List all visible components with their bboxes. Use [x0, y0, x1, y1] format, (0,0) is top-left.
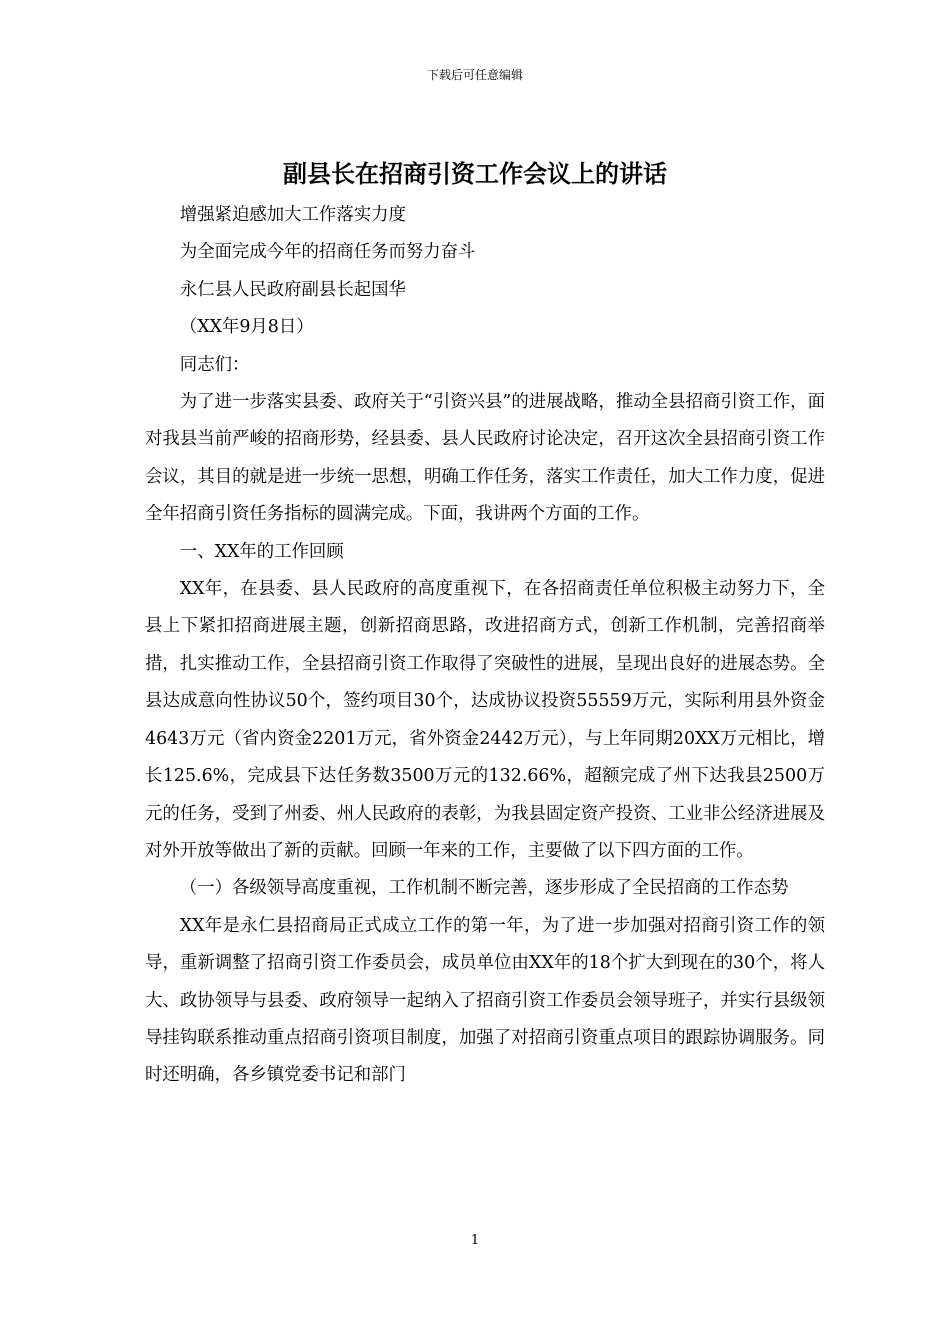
subsection-heading-1: （一）各级领导高度重视，工作机制不断完善，逐步形成了全民招商的工作态势 [179, 878, 789, 899]
paragraph-subsection-1: XX年是永仁县招商局正式成立工作的第一年，为了进一步加强对招商引资工作的领导，重新调整了招商引资工作委员会，成员单位由XX年的18个扩大到现在的30个，将人大、政协领导与县委、政府领导一起纳入了招商引资工作委员会领导班子，并实行县级领导挂钩联系推动重点招商引资项目制度，加强了对招商引资重点项目的跟踪协调服务。同时还明确，各乡镇党委书记和部门 [145, 915, 825, 1086]
subtitle-line-2: 为全面完成今年的招商任务而努力奋斗 [179, 242, 476, 263]
subtitle-line-1: 增强紧迫感加大工作落实力度 [179, 205, 406, 225]
document-title: 副县长在招商引资工作会议上的讲话 [283, 159, 667, 188]
salutation: 同志们： [179, 354, 250, 375]
speaker-line: 永仁县人民政府副县长起国华 [179, 279, 406, 300]
page-header-note: 下载后可任意编辑 [426, 68, 523, 82]
date-line: （XX年9月8日） [179, 317, 314, 338]
section-heading-1: 一、XX年的工作回顾 [179, 541, 344, 562]
paragraph-review: XX年，在县委、县人民政府的高度重视下，在各招商责任单位积极主动努力下，全县上下紧扣招商进展主题，创新招商思路，改进招商方式，创新工作机制，完善招商举措，扎实推动工作，全县招商引资工作取得了突破性的进展，呈现出良好的进展态势。全县达成意向性协议50个，签约项目30个，达成协议投资55559万元，实际利用县外资金4643万元（省内资金2201万元，省外资金2442万元），与上年同期20XX万元相比，增长125.6%，完成县下达任务数3500万元的132.66%，超额完成了州下达我县2500万元的任务，受到了州委、州人民政府的表彰，为我县固定资产投资、工业非公经济进展及对外开放等做出了新的贡献。回顾一年来的工作，主要做了以下四方面的工作。 [145, 579, 825, 861]
document-body [145, 197, 825, 1095]
paragraph-intro: 为了进一步落实县委、政府关于“引资兴县”的进展战略，推动全县招商引资工作，面对我县当前严峻的招商形势，经县委、县人民政府讨论决定，召开这次全县招商引资工作会议，其目的就是进一步统一思想，明确工作任务，落实工作责任，加大工作力度，促进全年招商引资任务指标的圆满完成。下面，我讲两个方面的工作。 [145, 392, 825, 525]
page-number: 1 [470, 1233, 480, 1248]
